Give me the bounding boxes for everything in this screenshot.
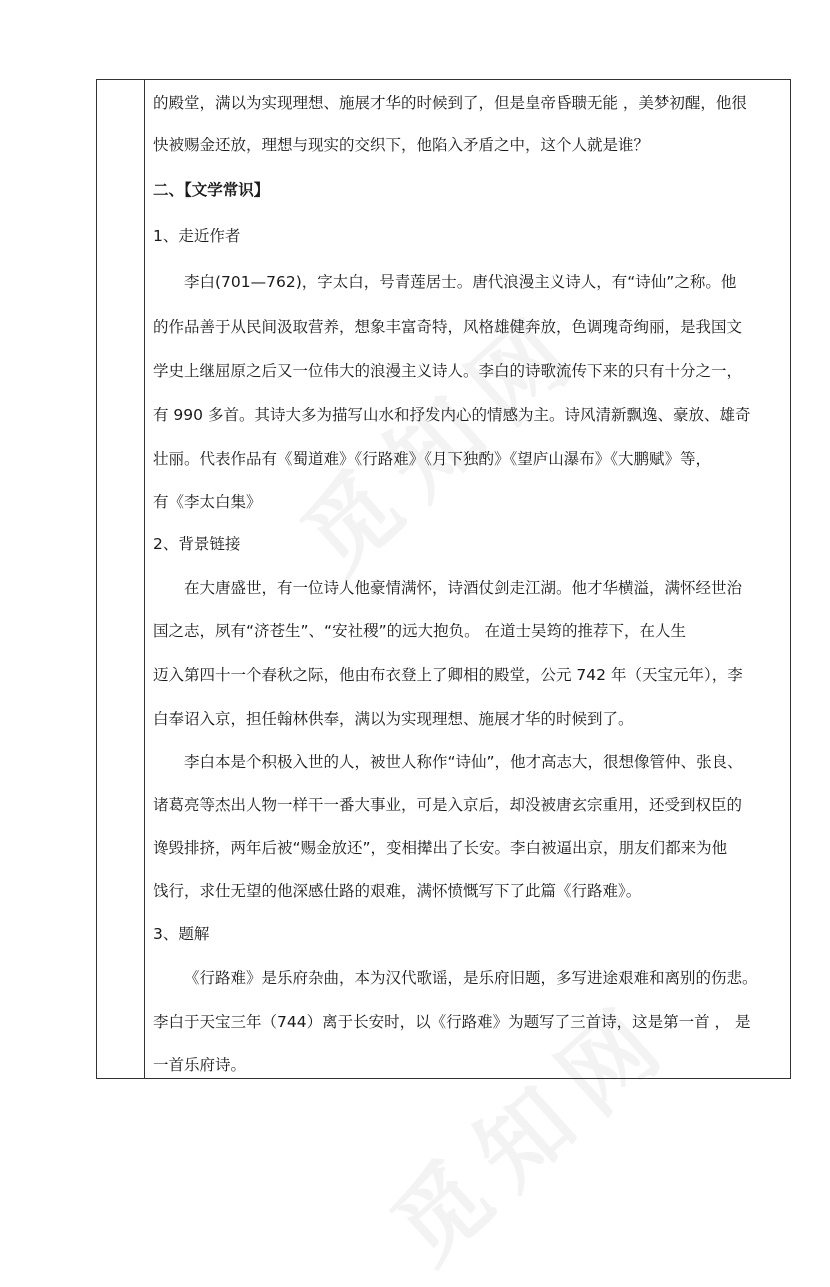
text-line: 学史上继屈原之后又一位伟大的浪漫主义诗人。李白的诗歌流传下来的只有十分之一，: [153, 362, 743, 380]
text-line: 国之志，夙有“济苍生”、“安社稷”的远大抱负。 在道士吴筠的推荐下，在人生: [153, 622, 687, 640]
text-line: 李白于天宝三年（744）离于长安时，以《行路难》为题写了三首诗，这是第一首 ， 是: [153, 1013, 751, 1031]
subsection-heading: 3、题解: [153, 925, 210, 943]
text-line: 的殿堂，满以为实现理想、施展才华的时候到了，但是皇帝昏聩无能 ，美梦初醒，他很: [153, 94, 747, 112]
subsection-heading: 1、走近作者: [153, 227, 241, 245]
text-line: 的作品善于从民间汲取营养，想象丰富奇特，风格雄健奔放，色调瑰奇绚丽，是我国文: [153, 318, 743, 336]
text-line: 有《李太白集》: [153, 493, 262, 511]
text-line: 迈入第四十一个春秋之际，他由布衣登上了卿相的殿堂，公元 742 年（天宝元年），李: [153, 666, 743, 684]
subsection-heading: 2、背景链接: [153, 535, 241, 553]
text-line: 《行路难》是乐府杂曲，本为汉代歌谣，是乐府旧题，多写进途艰难和离别的伤悲。: [184, 969, 758, 987]
section-heading: 二、【文学常识】: [153, 181, 270, 199]
text-line: 诸葛亮等杰出人物一样干一番大事业，可是入京后，却没被唐玄宗重用，还受到权臣的: [153, 796, 743, 814]
text-line: 壮丽。代表作品有《蜀道难》《行路难》《月下独酌》《望庐山瀑布》《大鹏赋》等，: [153, 450, 712, 468]
text-line: 谗毁排挤，两年后被“赐金放还”，变相撵出了长安。李白被逼出京，朋友们都来为他: [153, 839, 728, 857]
text-line: 白奉诏入京，担任翰林供奉，满以为实现理想、施展才华的时候到了。: [153, 710, 634, 728]
text-line: 一首乐府诗。: [153, 1056, 247, 1074]
content-table: [96, 79, 791, 1079]
text-line: 李白本是个积极入世的人，被世人称作“诗仙”，他才高志大，很想像管仲、张良、: [184, 753, 743, 771]
text-line: 在大唐盛世，有一位诗人他豪情满怀，诗酒仗剑走江湖。他才华横溢，满怀经世治: [184, 579, 743, 597]
text-line: 李白(701—762)，字太白，号青莲居士。唐代浪漫主义诗人，有“诗仙”之称。他: [184, 273, 737, 291]
text-line: 饯行，求仕无望的他深感仕路的艰难，满怀愤慨写下了此篇《行路难》。: [153, 882, 642, 900]
text-line: 快被赐金还放，理想与现实的交织下，他陷入矛盾之中，这个人就是谁？: [153, 136, 650, 154]
text-line: 有 990 多首。其诗大多为描写山水和抒发内心的情感为主。诗风清新飘逸、豪放、雄奇: [153, 406, 751, 424]
table-left-column: [97, 80, 145, 1078]
